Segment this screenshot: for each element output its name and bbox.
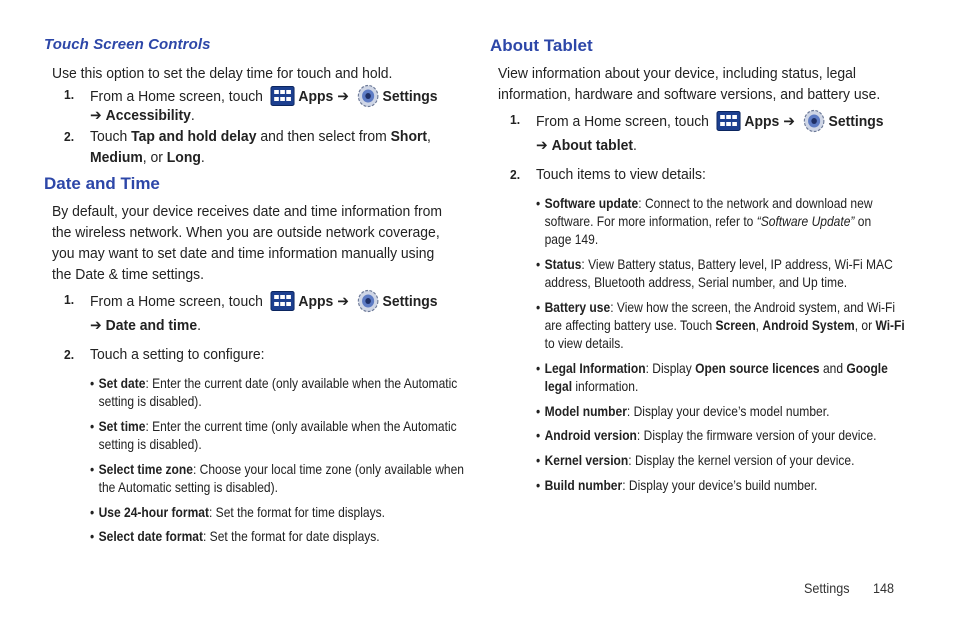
about-paragraph: View information about your device, including status, legal information, hardware and software versions, and battery use. xyxy=(498,65,881,103)
date-paragraph: By default, your device receives date and time information from the wireless network. When you are outside network coverage, you may want to set date and time information manually using the Date & time settings. xyxy=(52,203,443,283)
bullet-legal-information: • Legal Information: Display Open source licences and Google legal information. xyxy=(536,360,888,394)
apps-icon xyxy=(271,291,295,311)
bullet-model-number: • Model number: Display your device’s model number. xyxy=(536,403,830,419)
footer-section-name: Settings xyxy=(804,580,850,596)
settings-gear-icon xyxy=(356,84,378,108)
footer-page-number: 148 xyxy=(873,580,895,596)
bullet-kernel-version: • Kernel version: Display the kernel version of your device. xyxy=(536,452,855,468)
touch-intro: Use this option to set the delay time for touch and hold. xyxy=(52,65,393,82)
bullet-software-update: • Software update: Connect to the network and download new software. For more information, refer to “Software Update” on page 149. xyxy=(536,195,873,247)
settings-gear-icon xyxy=(356,289,378,313)
apps-icon xyxy=(271,86,295,106)
date-step-2: 2. Touch a setting to configure: xyxy=(64,346,265,363)
about-step-2: 2. Touch items to view details: xyxy=(510,166,706,183)
bullet-use-24-hour-format: • Use 24-hour format: Set the format for time displays. xyxy=(90,504,385,520)
date-step-1: 1. From a Home screen, touch Apps ➔ Settings ➔ Date and time. xyxy=(64,289,455,339)
bullet-android-version: • Android version: Display the firmware version of your device. xyxy=(536,427,877,443)
software-update-reference[interactable]: “Software Update” xyxy=(756,213,855,229)
bullet-set-time: • Set time: Enter the current time (only available when the Automatic setting is disabled). xyxy=(90,418,457,452)
bullet-build-number: • Build number: Display your device’s build number. xyxy=(536,477,818,493)
bullet-status: • Status: View Battery status, Battery level, IP address, Wi-Fi MAC address, Bluetooth address, Serial number, and Up time. xyxy=(536,256,893,290)
touch-step-2: 2. Touch Tap and hold delay and then select from Short, Medium, or Long. xyxy=(64,128,431,166)
apps-icon xyxy=(717,111,741,131)
settings-gear-icon xyxy=(802,109,824,133)
date-and-time-heading: Date and Time xyxy=(44,174,160,193)
touch-screen-controls-heading: Touch Screen Controls xyxy=(44,36,211,53)
about-tablet-heading: About Tablet xyxy=(490,36,593,55)
bullet-select-date-format: • Select date format: Set the format for date displays. xyxy=(90,528,380,544)
touch-step-1: 1. From a Home screen, touch Apps ➔ Settings ➔ Accessibility. xyxy=(64,84,455,128)
bullet-set-date: • Set date: Enter the current date (only available when the Automatic setting is disabled). xyxy=(90,375,458,409)
bullet-battery-use: • Battery use: View how the screen, the Android system, and Wi-Fi are affecting battery use. Touch Screen, Android System, or Wi-Fi to view details. xyxy=(536,299,905,351)
about-step-1: 1. From a Home screen, touch Apps ➔ Settings ➔ About tablet. xyxy=(510,109,901,159)
bullet-select-time-zone: • Select time zone: Choose your local time zone (only available when the Automatic setting is disabled). xyxy=(90,461,464,495)
